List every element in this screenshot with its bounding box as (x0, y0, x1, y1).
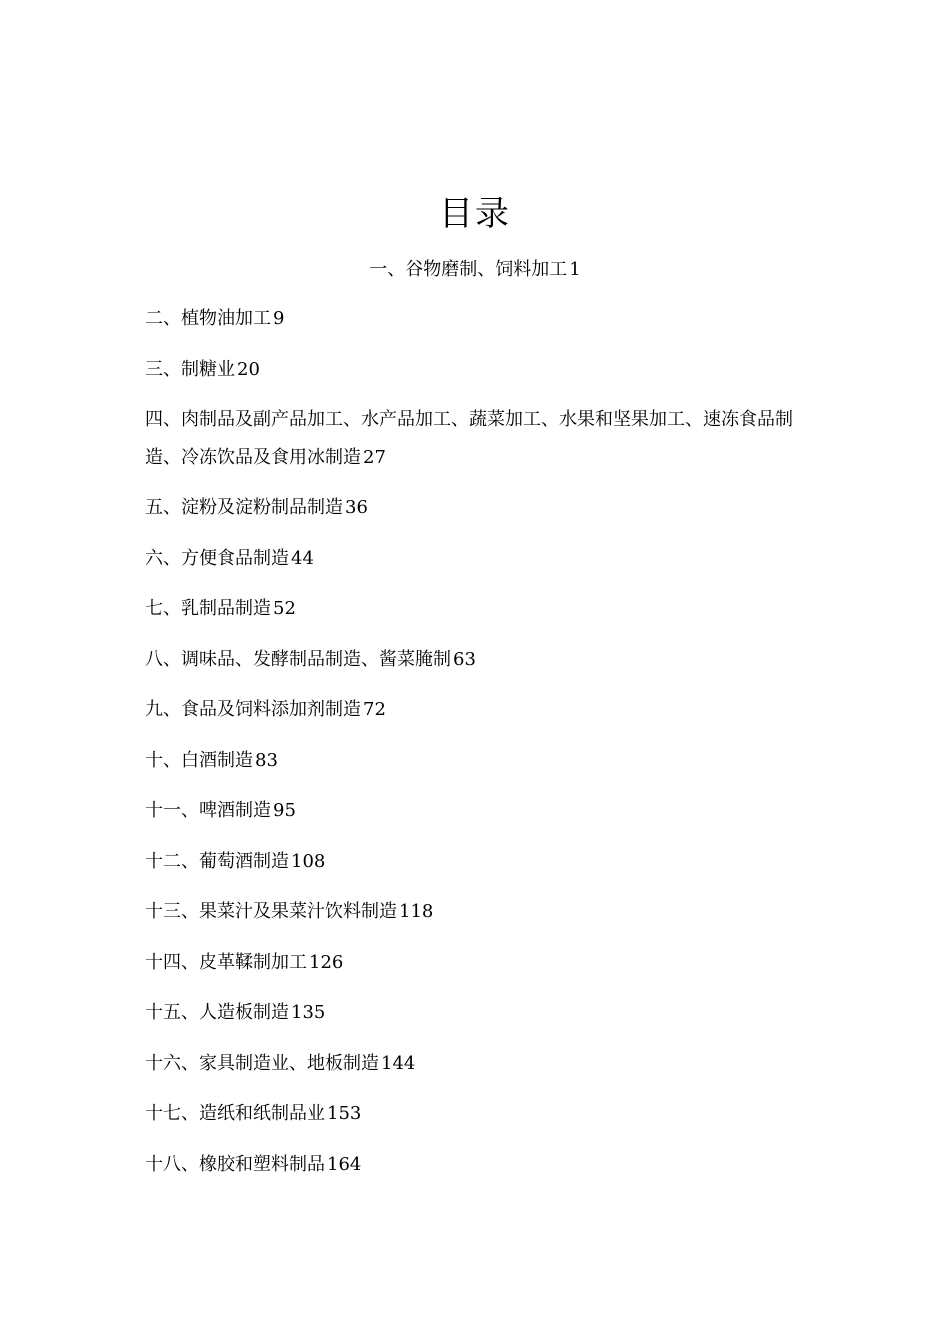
toc-entry-text: 二、植物油加工 (145, 308, 271, 329)
toc-entry-5[interactable] (145, 494, 805, 522)
toc-entry-18[interactable] (145, 1151, 805, 1179)
toc-entry-15[interactable] (145, 999, 805, 1027)
toc-entry-page: 153 (327, 1103, 362, 1124)
toc-entry-text: 一、谷物磨制、饲料加工 (369, 259, 568, 280)
toc-entry-text: 四、肉制品及副产品加工、水产品加工、蔬菜加工、水果和坚果加工、速冻食品制造、冷冻饮品及食用冰制造 (145, 409, 793, 468)
toc-entry-12[interactable] (145, 848, 805, 876)
toc-entry-page: 83 (255, 749, 278, 771)
toc-list (145, 305, 805, 1201)
toc-entry-page: 27 (363, 447, 386, 468)
toc-entry-text: 三、制糖业 (145, 358, 235, 380)
toc-entry-page: 164 (327, 1153, 362, 1175)
toc-entry-8[interactable] (145, 646, 805, 674)
toc-entry-6[interactable] (145, 545, 805, 573)
toc-entry-text: 十七、造纸和纸制品业 (145, 1103, 325, 1124)
toc-entry-4[interactable] (145, 401, 805, 477)
toc-entry-page: 9 (273, 308, 285, 329)
toc-entry-16[interactable] (145, 1050, 805, 1078)
toc-entry-11[interactable] (145, 797, 805, 825)
toc-entry-13[interactable] (145, 898, 805, 926)
toc-entry-page: 20 (237, 358, 260, 380)
toc-entry-text: 九、食品及饲料添加剂制造 (145, 699, 361, 720)
toc-entry-text: 十四、皮革鞣制加工 (145, 951, 307, 973)
toc-entry-text: 十二、葡萄酒制造 (145, 850, 289, 872)
toc-entry-page: 144 (381, 1052, 416, 1074)
toc-entry-page: 118 (399, 901, 434, 922)
toc-entry-text: 八、调味品、发酵制品制造、酱菜腌制 (145, 648, 451, 670)
toc-entry-page: 52 (273, 598, 296, 619)
toc-entry-14[interactable] (145, 949, 805, 977)
toc-entry-text: 十八、橡胶和塑料制品 (145, 1153, 325, 1175)
toc-entry-1[interactable] (0, 256, 950, 284)
toc-entry-page: 72 (363, 699, 386, 720)
toc-entry-text: 五、淀粉及淀粉制品制造 (145, 497, 343, 518)
toc-entry-page: 1 (569, 259, 581, 280)
toc-entry-page: 36 (345, 497, 368, 518)
toc-entry-page: 126 (309, 951, 344, 973)
toc-entry-text: 十三、果菜汁及果菜汁饮料制造 (145, 901, 397, 922)
toc-entry-page: 108 (291, 850, 326, 872)
toc-entry-text: 七、乳制品制造 (145, 598, 271, 619)
toc-entry-10[interactable] (145, 747, 805, 775)
toc-entry-7[interactable] (145, 595, 805, 623)
toc-entry-3[interactable] (145, 356, 805, 384)
toc-entry-page: 44 (291, 547, 314, 569)
toc-entry-9[interactable] (145, 696, 805, 724)
toc-entry-text: 六、方便食品制造 (145, 547, 289, 569)
toc-entry-17[interactable] (145, 1100, 805, 1128)
toc-entry-page: 135 (291, 1002, 326, 1023)
toc-entry-text: 十五、人造板制造 (145, 1002, 289, 1023)
toc-entry-text: 十六、家具制造业、地板制造 (145, 1052, 379, 1074)
toc-entry-page: 63 (453, 648, 476, 670)
page-title: 目录 (439, 194, 511, 234)
toc-entry-text: 十一、啤酒制造 (145, 800, 271, 821)
toc-entry-2[interactable] (145, 305, 805, 333)
toc-entry-text: 十、白酒制造 (145, 749, 253, 771)
toc-entry-page: 95 (273, 800, 296, 821)
